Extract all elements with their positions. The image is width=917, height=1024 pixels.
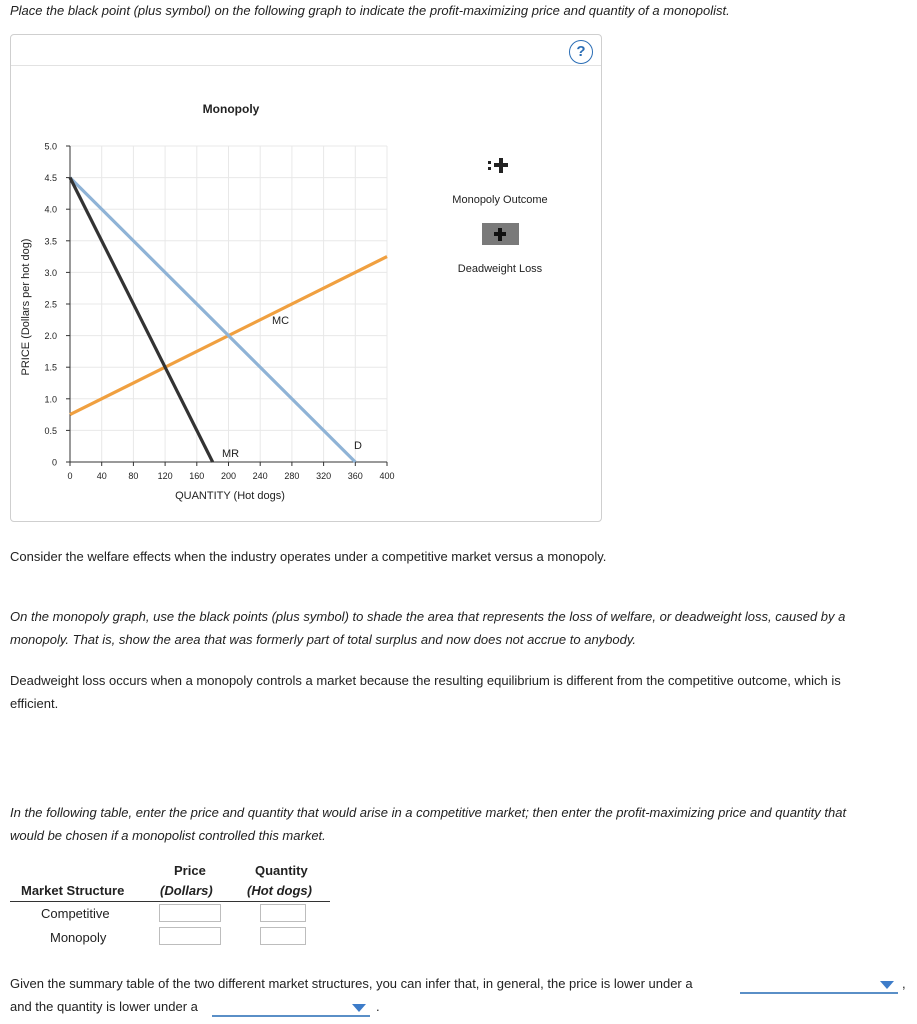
series-line-d[interactable] xyxy=(70,178,355,462)
instruction-text: Place the black point (plus symbol) on the following graph to indicate the profit-maximizing price and quantity of a monopolist. xyxy=(10,3,730,18)
welfare-intro-text: Consider the welfare effects when the industry operates under a competitive market versus a monopoly. xyxy=(10,549,607,564)
deadweight-loss-label: Deadweight Loss xyxy=(457,263,543,275)
market-structure-header: Market Structure xyxy=(21,883,125,898)
row-competitive-label: Competitive xyxy=(41,906,110,921)
deadweight-instruction-line1: On the monopoly graph, use the black points (plus symbol) to shade the area that represents the loss of welfare, or deadweight loss, caused by a xyxy=(10,609,846,624)
row-monopoly-label: Monopoly xyxy=(50,930,107,945)
y-tick-label: 1.0 xyxy=(44,394,57,405)
x-tick-label: 80 xyxy=(128,471,139,481)
quantity-lower-dropdown[interactable] xyxy=(212,997,370,1017)
y-tick-label: 2.0 xyxy=(44,331,57,342)
market-structure-table xyxy=(10,862,330,952)
chart-title: Monopoly xyxy=(202,102,260,116)
x-tick-label: 200 xyxy=(220,471,237,481)
y-tick-label: 2.5 xyxy=(44,299,57,310)
x-tick-label: 40 xyxy=(96,471,107,481)
table-instruction-line1: In the following table, enter the price and quantity that would arise in a competitive market; then enter the profit-maximizing price and quantity that xyxy=(10,805,847,820)
x-tick-label: 320 xyxy=(316,471,332,481)
competitive-price-input[interactable] xyxy=(159,904,221,922)
monopoly-outcome-tool[interactable] xyxy=(452,158,547,206)
question-icon: ? xyxy=(576,43,586,60)
y-tick-label: 3.0 xyxy=(44,267,57,278)
competitive-quantity-input[interactable] xyxy=(260,904,306,922)
chevron-down-icon xyxy=(352,1004,366,1012)
graph-toolbar xyxy=(11,35,601,66)
help-button[interactable] xyxy=(569,40,593,64)
y-tick-label: 3.5 xyxy=(44,236,57,247)
deadweight-loss-tool[interactable] xyxy=(458,223,543,275)
demand-label: D xyxy=(354,440,362,452)
summary-line1: Given the summary table of the two different market structures, you can infer that, in general, the price is lower under a xyxy=(10,976,693,991)
x-tick-label: 360 xyxy=(347,471,363,481)
summary-comma: , xyxy=(902,976,906,991)
x-tick-label: 400 xyxy=(379,471,395,481)
summary-line2: and the quantity is lower under a xyxy=(10,999,198,1014)
y-tick-labels xyxy=(44,142,70,468)
price-header: Price xyxy=(174,863,206,878)
monopoly-chart[interactable] xyxy=(10,64,600,514)
monopoly-outcome-label: Monopoly Outcome xyxy=(452,194,548,206)
table-divider xyxy=(10,901,330,902)
monopoly-price-input[interactable] xyxy=(159,927,221,945)
table-instruction-line2: would be chosen if a monopolist controlled this market. xyxy=(10,828,326,843)
x-tick-label: 280 xyxy=(284,471,300,481)
quantity-unit-header: (Hot dogs) xyxy=(247,883,312,898)
x-axis-label: QUANTITY (Hot dogs) xyxy=(175,490,285,502)
y-axis-label: PRICE (Dollars per hot dog) xyxy=(20,238,32,376)
price-lower-dropdown[interactable] xyxy=(740,974,898,994)
y-tick-label: 0 xyxy=(51,457,57,468)
y-tick-label: 5.0 xyxy=(44,141,57,152)
quantity-header: Quantity xyxy=(255,863,308,878)
y-tick-label: 4.0 xyxy=(44,204,57,215)
y-tick-label: 1.5 xyxy=(44,362,57,373)
price-unit-header: (Dollars) xyxy=(160,883,213,898)
x-tick-label: 240 xyxy=(252,471,268,481)
chevron-down-icon xyxy=(880,981,894,989)
x-tick-labels xyxy=(67,462,394,481)
x-tick-label: 160 xyxy=(189,471,205,481)
summary-period: . xyxy=(376,999,380,1014)
marginal-revenue-label: MR xyxy=(222,448,240,460)
deadweight-explanation-line1: Deadweight loss occurs when a monopoly controls a market because the resulting equilibrium is different from the competitive outcome, which is xyxy=(10,673,841,688)
x-tick-label: 0 xyxy=(67,471,73,481)
y-tick-label: 4.5 xyxy=(44,173,57,184)
y-tick-label: 0.5 xyxy=(44,425,57,436)
series-line-mr[interactable] xyxy=(70,178,213,462)
plus-marker-icon[interactable] xyxy=(488,158,508,173)
chart-grid xyxy=(70,146,387,462)
x-tick-label: 120 xyxy=(157,471,173,481)
marginal-cost-label: MC xyxy=(272,315,290,327)
monopoly-quantity-input[interactable] xyxy=(260,927,306,945)
deadweight-explanation-line2: efficient. xyxy=(10,696,59,711)
deadweight-instruction-line2: monopoly. That is, show the area that was formerly part of total surplus and now does not accrue to anybody. xyxy=(10,632,637,647)
